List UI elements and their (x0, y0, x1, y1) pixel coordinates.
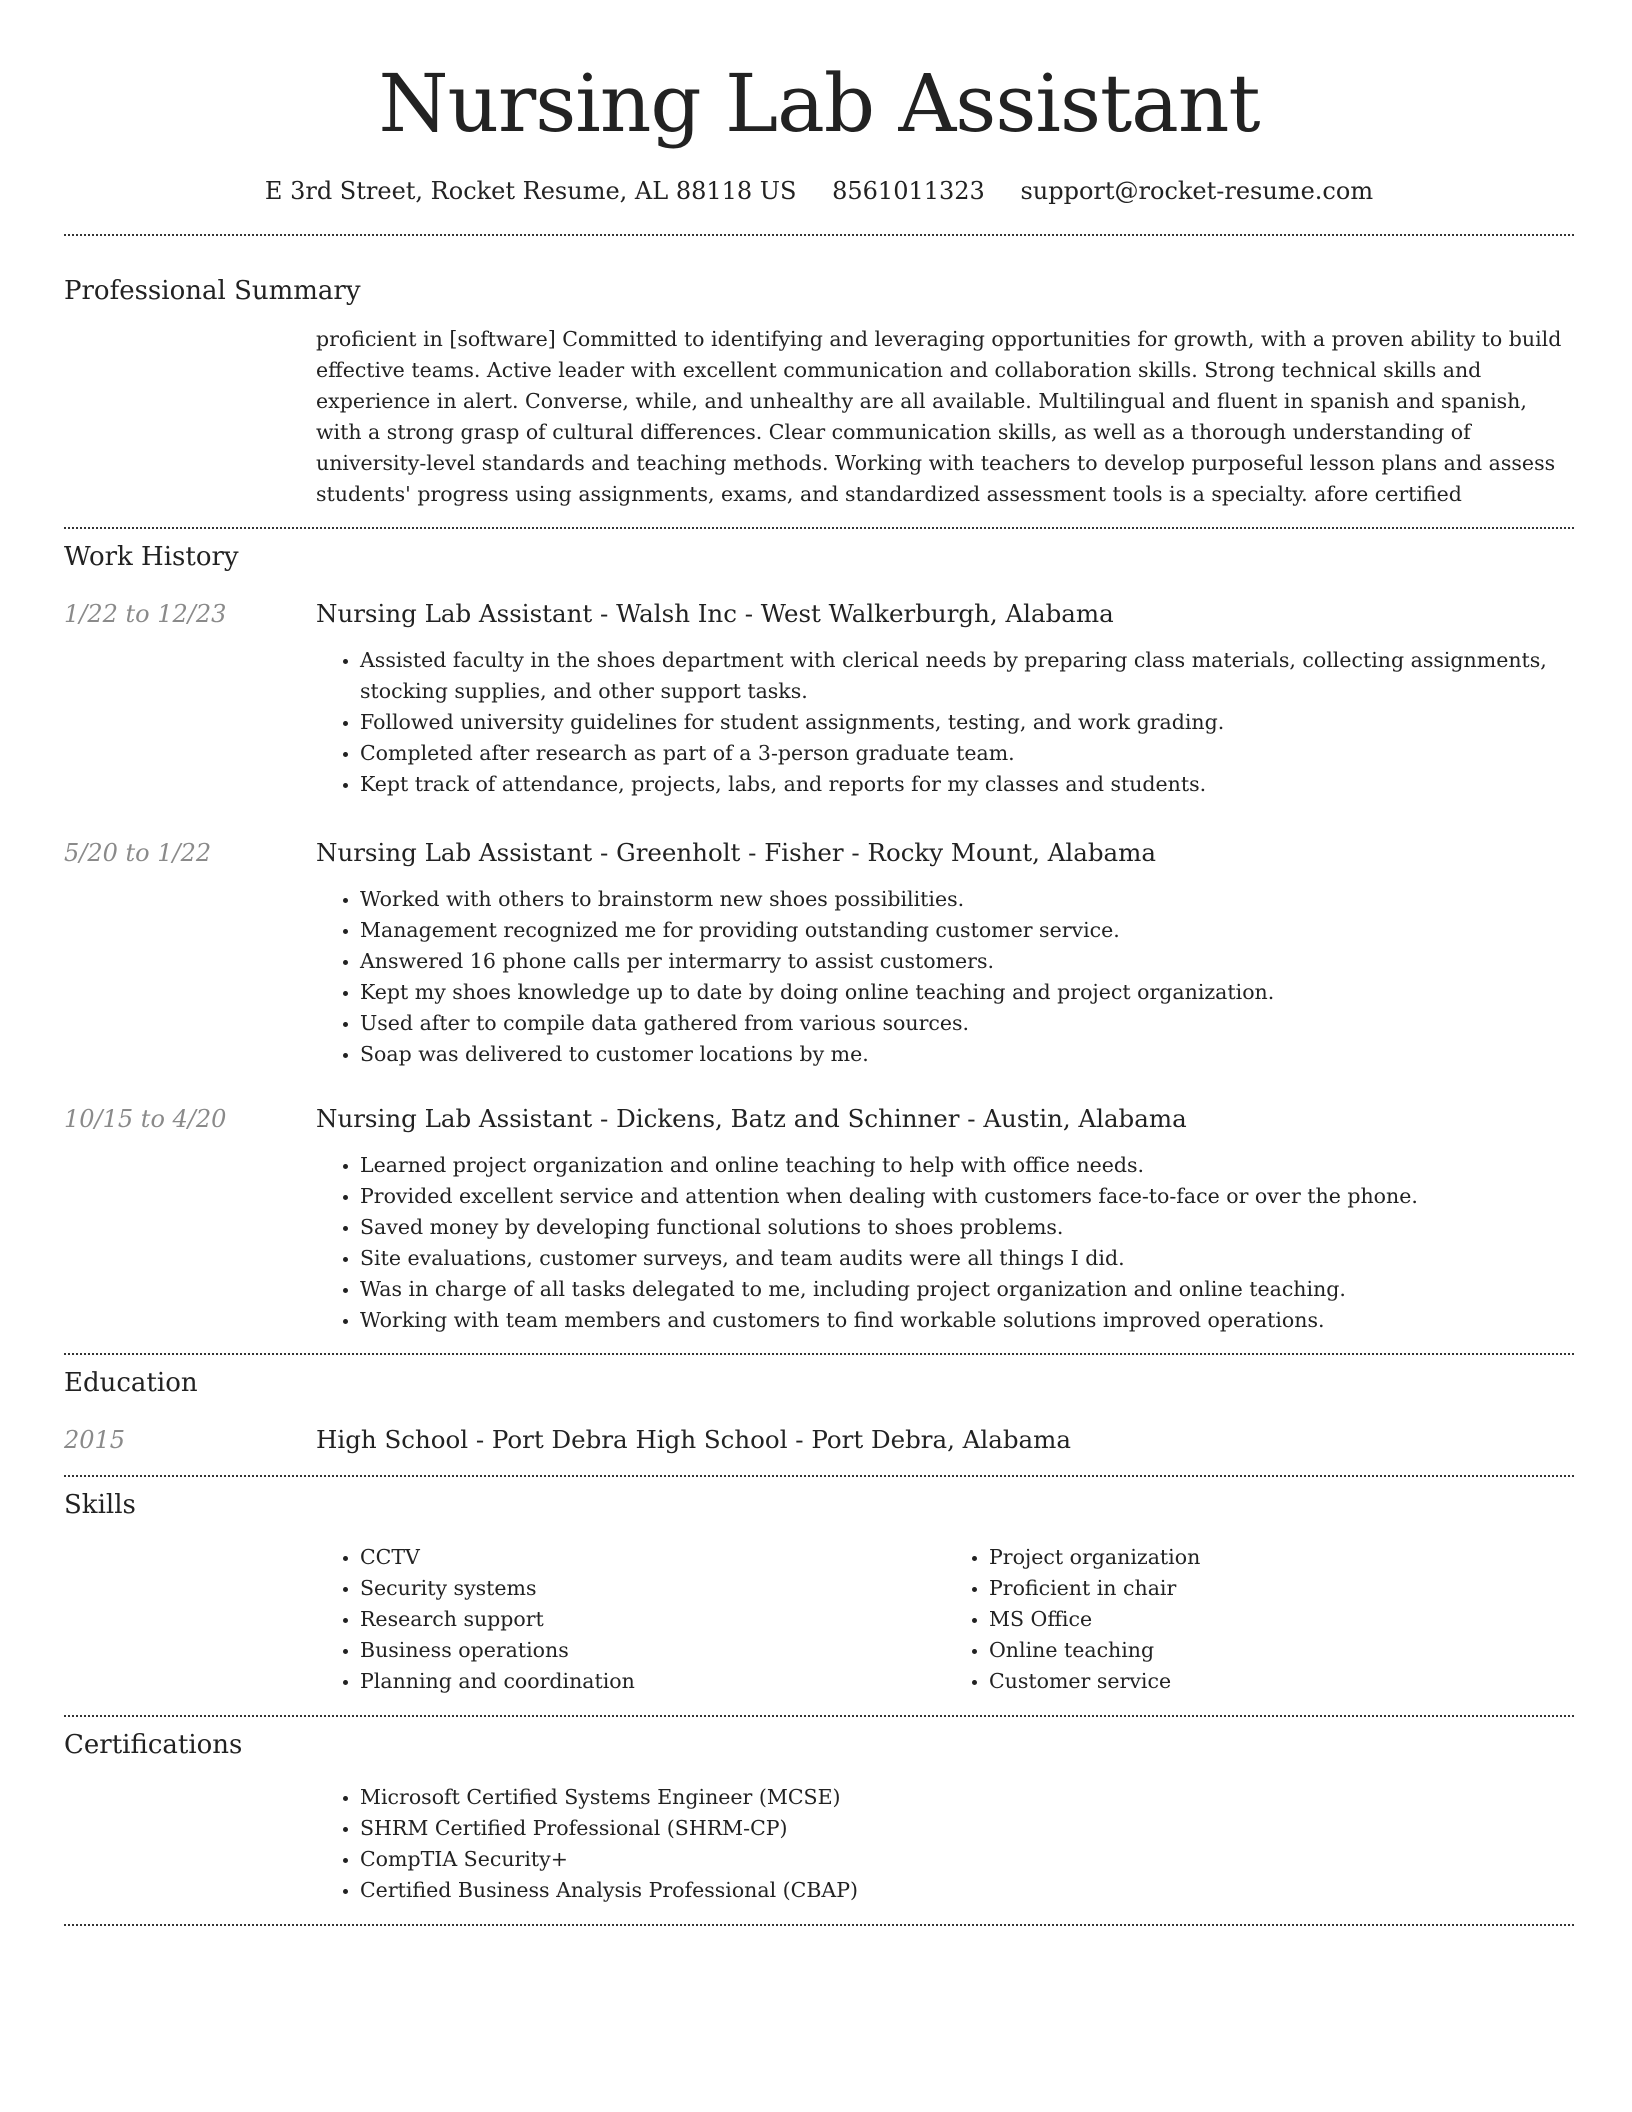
certifications-list (316, 1782, 1574, 1906)
resume-page (64, 0, 1574, 1926)
list-item: • Proficient in chair (989, 1573, 1574, 1604)
list-item: • Saved money by developing functional solutions to shoes problems. (360, 1212, 1574, 1243)
list-item: • Soap was delivered to customer locations by me. (360, 1039, 1574, 1070)
job-bullets (316, 1150, 1574, 1336)
job-title (316, 1102, 1574, 1136)
education-section (64, 1366, 1574, 1457)
list-item: • Security systems (360, 1573, 945, 1604)
section-divider (64, 1475, 1574, 1477)
list-item: • Followed university guidelines for student assignments, testing, and work grading. (360, 707, 1574, 738)
list-item: • Microsoft Certified Systems Engineer (MCSE) (360, 1782, 1574, 1813)
list-item: • Business operations (360, 1635, 945, 1666)
section-divider (64, 1353, 1574, 1355)
list-item: • Worked with others to brainstorm new shoes possibilities. (360, 884, 1574, 915)
list-item: • Management recognized me for providing outstanding customer service. (360, 915, 1574, 946)
skills-list-right (945, 1542, 1574, 1697)
contact-address: E 3rd Street, Rocket Resume, AL 88118 US (264, 177, 797, 205)
education-heading: Education (64, 1368, 198, 1398)
job-role: Nursing Lab Assistant (316, 599, 593, 628)
education-degree: High School (316, 1425, 469, 1454)
skills-heading: Skills (64, 1490, 136, 1520)
list-item: • Research support (360, 1604, 945, 1635)
list-item: • Online teaching (989, 1635, 1574, 1666)
list-item: • Completed after research as part of a 3-person graduate team. (360, 738, 1574, 769)
list-item: • Kept my shoes knowledge up to date by doing online teaching and project organization. (360, 977, 1574, 1008)
work-history-section (64, 540, 1574, 1336)
education-year: 2015 (64, 1426, 126, 1454)
list-item: • CCTV (360, 1542, 945, 1573)
list-item: • Was in charge of all tasks delegated to me, including project organization and online teaching. (360, 1274, 1574, 1305)
section-divider (64, 1715, 1574, 1717)
job-dates: 5/20 to 1/22 (64, 839, 212, 867)
work-history-heading: Work History (64, 542, 239, 572)
certifications-heading: Certifications (64, 1730, 243, 1760)
skills-section (64, 1488, 1574, 1697)
list-item: • Used after to compile data gathered from various sources. (360, 1008, 1574, 1039)
education-details: - Port Debra High School - Port Debra, Alabama (468, 1425, 1071, 1454)
contact-email: support@rocket-resume.com (1020, 177, 1374, 205)
job-dates: 10/15 to 4/20 (64, 1105, 227, 1133)
job-entry (64, 836, 1574, 1070)
education-title (316, 1423, 1574, 1457)
job-details: - Dickens, Batz and Schinner - Austin, Alabama (592, 1104, 1187, 1133)
list-item: • Project organization (989, 1542, 1574, 1573)
list-item: • Kept track of attendance, projects, labs, and reports for my classes and students. (360, 769, 1574, 800)
list-item: • Customer service (989, 1666, 1574, 1697)
contact-phone: 8561011323 (832, 177, 985, 205)
list-item: • Learned project organization and online teaching to help with office needs. (360, 1150, 1574, 1181)
summary-heading: Professional Summary (64, 276, 361, 306)
job-bullets (316, 884, 1574, 1070)
contact-line (64, 174, 1574, 208)
job-bullets (316, 645, 1574, 800)
skills-grid (316, 1542, 1574, 1697)
summary-section (64, 274, 1574, 510)
job-role: Nursing Lab Assistant (316, 1104, 593, 1133)
section-divider (64, 234, 1574, 236)
job-role: Nursing Lab Assistant (316, 838, 593, 867)
list-item: • Assisted faculty in the shoes department with clerical needs by preparing class materials, collecting assignments, stocking supplies, and other support tasks. (360, 645, 1574, 707)
list-item: • Planning and coordination (360, 1666, 945, 1697)
list-item: • Certified Business Analysis Professional (CBAP) (360, 1875, 1574, 1906)
job-entry (64, 597, 1574, 800)
job-title (316, 836, 1574, 870)
job-dates: 1/22 to 12/23 (64, 600, 227, 628)
education-entry (64, 1423, 1574, 1457)
list-item: • SHRM Certified Professional (SHRM-CP) (360, 1813, 1574, 1844)
job-title (316, 597, 1574, 631)
summary-text: proficient in [software] Committed to identifying and leveraging opportunities for growth, with a proven ability to build effective teams. Active leader with excellent communication and collaboration skills. Strong technical skills and experience in alert. Converse, while, and unhealthy are all available. Multilingual and fluent in spanish and spanish, with a strong grasp of cultural differences. Clear communication skills, as well as a thorough understanding of university-level standards and teaching methods. Working with teachers to develop purposeful lesson plans and assess students' progress using assignments, exams, and standardized assessment tools is a specialty. afore certified (316, 327, 1562, 506)
list-item: • MS Office (989, 1604, 1574, 1635)
job-entry (64, 1102, 1574, 1336)
section-divider (64, 1924, 1574, 1926)
list-item: • Site evaluations, customer surveys, and team audits were all things I did. (360, 1243, 1574, 1274)
list-item: • Answered 16 phone calls per intermarry to assist customers. (360, 946, 1574, 977)
list-item: • CompTIA Security+ (360, 1844, 1574, 1875)
job-details: - Walsh Inc - West Walkerburgh, Alabama (592, 599, 1114, 628)
skills-list-left (316, 1542, 945, 1697)
section-divider (64, 527, 1574, 529)
list-item: • Working with team members and customers to find workable solutions improved operations. (360, 1305, 1574, 1336)
list-item: • Provided excellent service and attention when dealing with customers face-to-face or over the phone. (360, 1181, 1574, 1212)
certifications-section (64, 1728, 1574, 1906)
candidate-name: Nursing Lab Assistant (378, 57, 1260, 150)
job-details: - Greenholt - Fisher - Rocky Mount, Alabama (592, 838, 1156, 867)
